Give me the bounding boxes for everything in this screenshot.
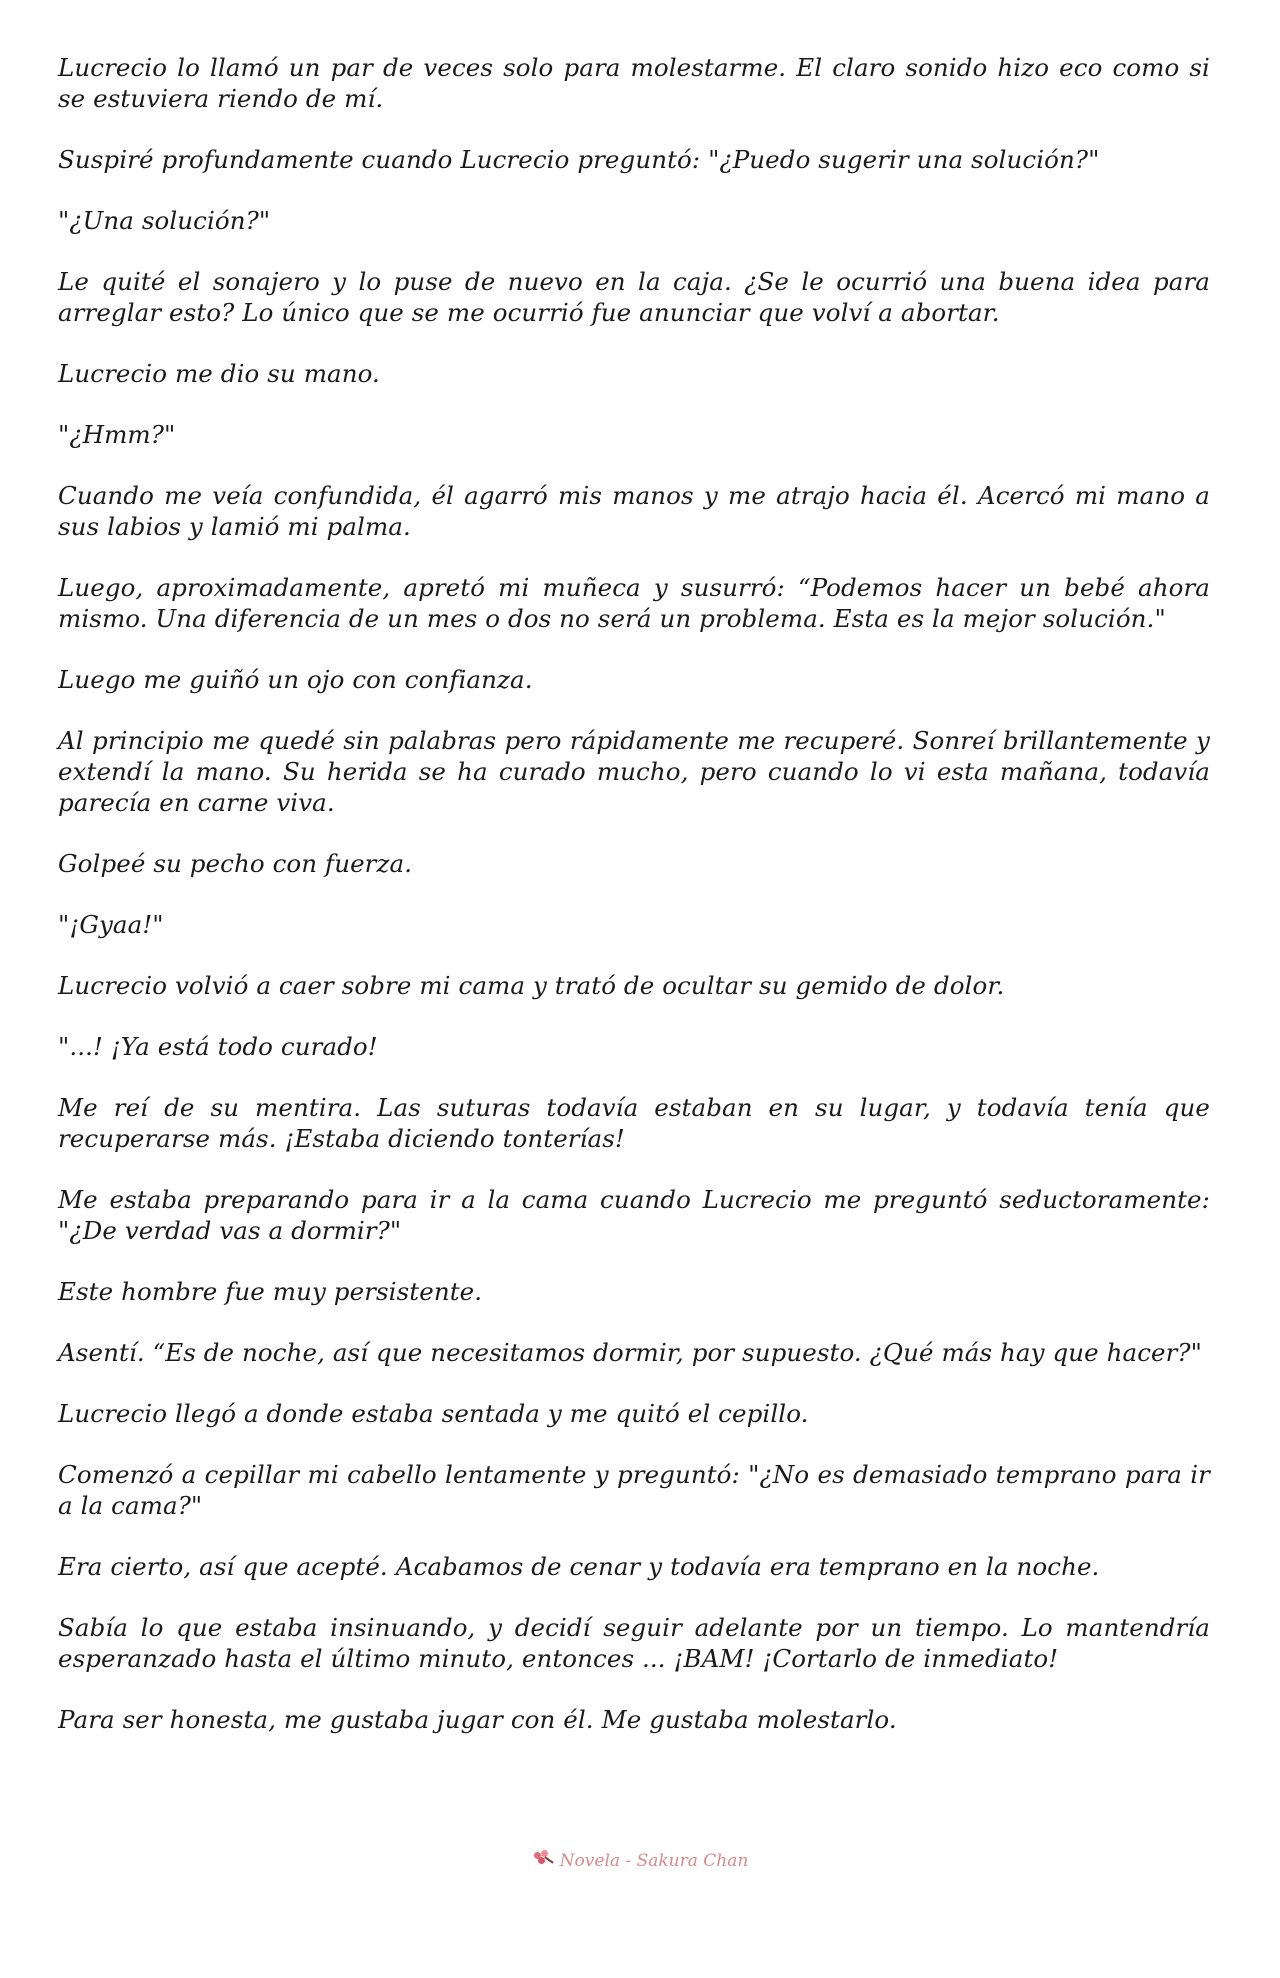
paragraph: Este hombre fue muy persistente. <box>58 1277 483 1306</box>
paragraph: Golpeé su pecho con fuerza. <box>58 849 413 878</box>
paragraph: "¿Hmm?" <box>58 420 176 449</box>
document-body <box>58 52 1210 1765</box>
paragraph: Lucrecio lo llamó un par de veces solo para molestarme. El claro sonido hizo eco como si se estuviera riendo de mí. <box>58 53 1210 113</box>
paragraph: Me reí de su mentira. Las suturas todavía estaban en su lugar, y todavía tenía que recuperarse más. ¡Estaba diciendo tonterías! <box>58 1093 1210 1153</box>
paragraph: "...! ¡Ya está todo curado! <box>58 1032 378 1061</box>
paragraph: Le quité el sonajero y lo puse de nuevo en la caja. ¿Se le ocurrió una buena idea para arreglar esto? Lo único que se me ocurrió fue anunciar que volví a abortar. <box>58 267 1210 327</box>
paragraph: Suspiré profundamente cuando Lucrecio preguntó: "¿Puedo sugerir una solución?" <box>58 145 1100 174</box>
paragraph: Sabía lo que estaba insinuando, y decidí seguir adelante por un tiempo. Lo mantendría esperanzado hasta el último minuto, entonces ... ¡BAM! ¡Cortarlo de inmediato! <box>58 1613 1210 1673</box>
paragraph: Era cierto, así que acepté. Acabamos de cenar y todavía era temprano en la noche. <box>58 1552 1100 1581</box>
sakura-flower-icon <box>532 1850 554 1868</box>
paragraph: Cuando me veía confundida, él agarró mis manos y me atrajo hacia él. Acercó mi mano a sus labios y lamió mi palma. <box>58 481 1210 541</box>
paragraph: Asentí. “Es de noche, así que necesitamos dormir, por supuesto. ¿Qué más hay que hacer?" <box>58 1338 1203 1367</box>
paragraph: Luego me guiñó un ojo con confianza. <box>58 665 533 694</box>
paragraph: Comenzó a cepillar mi cabello lentamente y preguntó: "¿No es demasiado temprano para ir a la cama?" <box>58 1460 1210 1520</box>
paragraph: Lucrecio llegó a donde estaba sentada y me quitó el cepillo. <box>58 1399 809 1428</box>
paragraph: Lucrecio me dio su mano. <box>58 359 380 388</box>
paragraph: Lucrecio volvió a caer sobre mi cama y trató de ocultar su gemido de dolor. <box>58 971 1005 1000</box>
footer-watermark <box>0 1850 1280 1871</box>
paragraph: Me estaba preparando para ir a la cama cuando Lucrecio me preguntó seductoramente: "¿De verdad vas a dormir?" <box>58 1185 1210 1245</box>
paragraph: Al principio me quedé sin palabras pero rápidamente me recuperé. Sonreí brillantemente y extendí la mano. Su herida se ha curado mucho, pero cuando lo vi esta mañana, todavía parecía en carne viva. <box>58 726 1210 817</box>
paragraph: Para ser honesta, me gustaba jugar con él. Me gustaba molestarlo. <box>58 1705 897 1734</box>
paragraph: Luego, aproximadamente, apretó mi muñeca y susurró: “Podemos hacer un bebé ahora mismo. Una diferencia de un mes o dos no será un problema. Esta es la mejor solución." <box>58 573 1210 633</box>
footer-text: Novela - Sakura Chan <box>559 1851 749 1871</box>
paragraph: "¿Una solución?" <box>58 206 271 235</box>
paragraph: "¡Gyaa!" <box>58 910 164 939</box>
